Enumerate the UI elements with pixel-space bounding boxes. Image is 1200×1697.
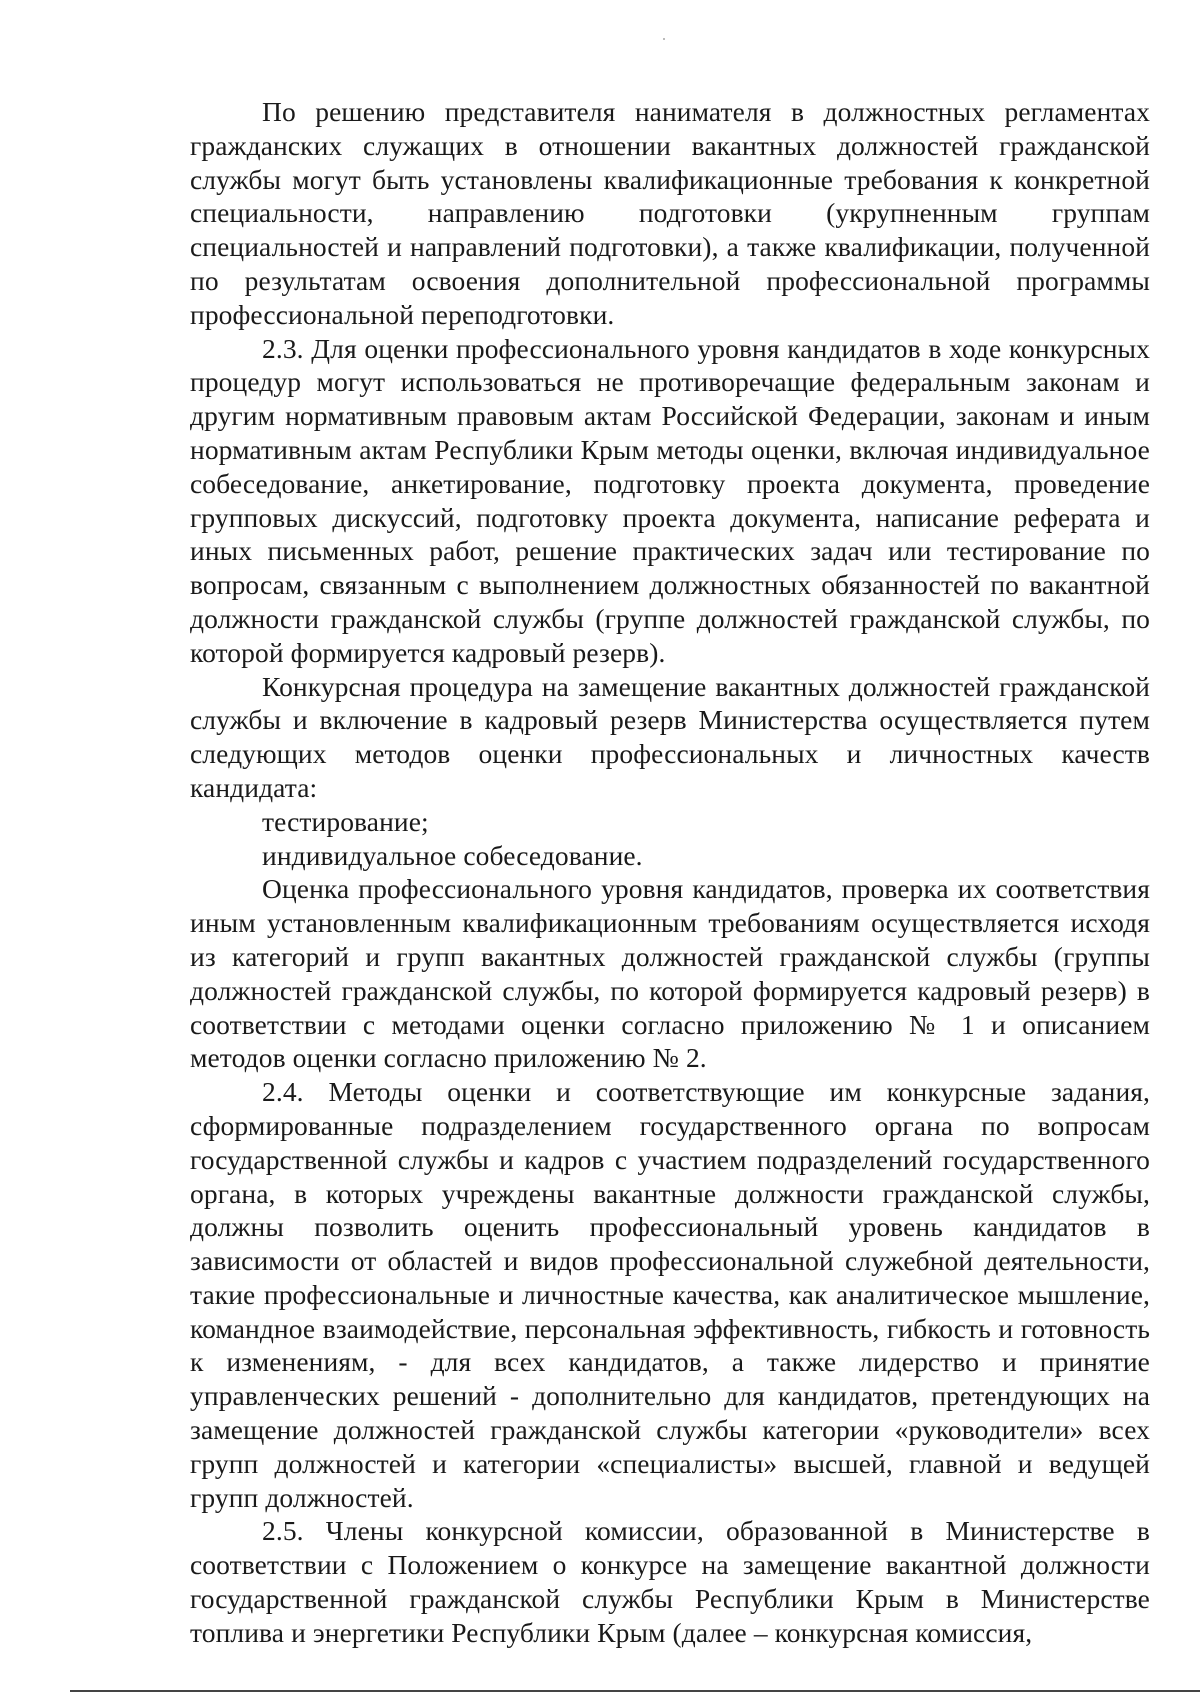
paragraph-2-4: 2.4. Методы оценки и соответствующие им конкурсные задания, сформированные подразделением государственного органа по вопросам государственной службы и кадров с участием подразделений государственного органа, в которых учреждены вакантные должности гражданской службы, должны позволить оценить профессиональный уровень кандидатов в зависимости от областей и видов профессиональной служебной деятельности, такие профессиональные и личностные качества, как аналитическое мышление, командное взаимодействие, персональная эффективность, гибкость и готовность к изменениям, - для всех кандидатов, а также лидерство и принятие управленческих решений - дополнительно для кандидатов, претендующих на замещение должностей гражданской службы категории «руководители» всех групп должностей и категории «специалисты» высшей, главной и ведущей групп должностей. [190,1076,1150,1513]
paragraph-2-3: 2.3. Для оценки профессионального уровня кандидатов в ходе конкурсных процедур могут использоваться не противоречащие федеральным законам и другим нормативным правовым актам Российской Федерации, законам и иным нормативным актам Республики Крым методы оценки, включая индивидуальное собеседование, анкетирование, подготовку проекта документа, проведение групповых дискуссий, подготовку проекта документа, написание реферата и иных письменных работ, решение практических задач или тестирование по вопросам, связанным с выполнением должностных обязанностей по вакантной должности гражданской службы (группе должностей гражданской службы, по которой формируется кадровый резерв). [190,332,1150,668]
list-item-interview: индивидуальное собеседование. [262,839,643,871]
scan-artifact [663,38,665,40]
paragraph-assessment: Оценка профессионального уровня кандидатов, проверка их соответствия иным установленным квалификационным требованиям осуществляется исходя из категорий и групп вакантных должностей гражданской службы (группы должностей гражданской службы, по которой формируется кадровый резерв) в соответствии с методами оценки согласно приложению № 1 и описанием методов оценки согласно приложению № 2. [190,873,1150,1074]
paragraph-2-5: 2.5. Члены конкурсной комиссии, образованной в Министерстве в соответствии с Положением о конкурсе на замещение вакантной должности государственной гражданской службы Республики Крым в Министерстве топлива и энергетики Республики Крым (далее – конкурсная комиссия, [190,1515,1150,1648]
document-body [190,95,1150,1650]
list-item-testing: тестирование; [262,805,429,837]
paragraph-competition-procedure: Конкурсная процедура на замещение вакантных должностей гражданской службы и включение в кадровый резерв Министерства осуществляется путем следующих методов оценки профессиональных и личностных качеств кандидата: [190,670,1150,803]
paragraph-qualification-requirements: По решению представителя нанимателя в должностных регламентах гражданских служащих в отношении вакантных должностей гражданской службы могут быть установлены квалификационные требования к конкретной специальности, направлению подготовки (укрупненным группам специальностей и направлений подготовки), а также квалификации, полученной по результатам освоения дополнительной профессиональной программы профессиональной переподготовки. [190,96,1150,330]
page-bottom-rule [70,1690,1200,1692]
